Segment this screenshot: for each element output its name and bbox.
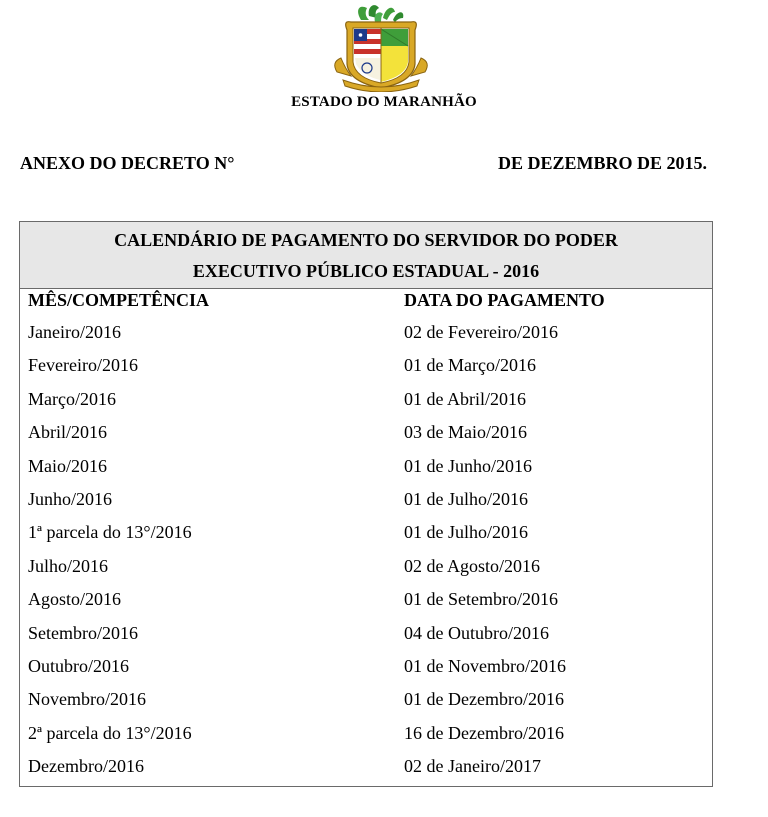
month-cell: Julho/2016 <box>28 555 109 576</box>
table-title-line-1: CALENDÁRIO DE PAGAMENTO DO SERVIDOR DO PODER <box>114 230 618 250</box>
payment-date-cell: 01 de Abril/2016 <box>404 388 526 409</box>
table-row <box>20 651 712 684</box>
month-cell: Dezembro/2016 <box>28 756 144 777</box>
month-cell: Abril/2016 <box>28 422 107 443</box>
coat-of-arms-icon <box>325 2 437 92</box>
table-row <box>20 451 712 484</box>
payment-date-cell: 01 de Novembro/2016 <box>404 655 566 676</box>
table-row <box>20 350 712 383</box>
payment-date-cell: 01 de Dezembro/2016 <box>404 689 564 710</box>
table-row <box>20 317 712 350</box>
table-row <box>20 684 712 717</box>
table-row <box>20 718 712 751</box>
decree-date: DE DEZEMBRO DE 2015. <box>498 153 708 173</box>
payment-date-cell: 16 de Dezembro/2016 <box>404 722 564 743</box>
table-row <box>20 751 712 784</box>
table-title-line-2: EXECUTIVO PÚBLICO ESTADUAL - 2016 <box>192 261 540 281</box>
column-header-payment-date: DATA DO PAGAMENTO <box>404 290 605 310</box>
payment-calendar-table <box>19 221 713 787</box>
month-cell: 2ª parcela do 13°/2016 <box>28 722 192 743</box>
month-cell: Outubro/2016 <box>28 655 129 676</box>
payment-date-cell: 01 de Julho/2016 <box>404 522 528 543</box>
payment-date-cell: 01 de Março/2016 <box>404 355 536 376</box>
payment-date-cell: 02 de Janeiro/2017 <box>404 756 541 777</box>
month-cell: 1ª parcela do 13°/2016 <box>28 522 192 543</box>
payment-date-cell: 01 de Julho/2016 <box>404 488 528 509</box>
table-row <box>20 517 712 550</box>
state-name: ESTADO DO MARANHÃO <box>291 94 477 110</box>
month-cell: Junho/2016 <box>28 488 113 509</box>
payment-date-cell: 02 de Fevereiro/2016 <box>404 322 558 342</box>
payment-date-cell: 02 de Agosto/2016 <box>404 555 541 576</box>
table-row <box>20 384 712 417</box>
table-row <box>20 584 712 617</box>
month-cell: Fevereiro/2016 <box>28 355 138 376</box>
decree-label: ANEXO DO DECRETO N° <box>20 153 235 173</box>
month-cell: Janeiro/2016 <box>28 322 121 342</box>
month-cell: Setembro/2016 <box>28 622 138 643</box>
table-row <box>20 618 712 651</box>
month-cell: Março/2016 <box>28 388 116 409</box>
month-cell: Novembro/2016 <box>28 689 146 710</box>
payment-date-cell: 01 de Setembro/2016 <box>404 589 558 610</box>
payment-date-cell: 04 de Outubro/2016 <box>404 622 549 643</box>
month-cell: Maio/2016 <box>28 455 107 476</box>
column-header-month: MÊS/COMPETÊNCIA <box>28 290 210 310</box>
month-cell: Agosto/2016 <box>28 589 122 610</box>
table-row <box>20 417 712 450</box>
table-row <box>20 551 712 584</box>
table-row <box>20 484 712 517</box>
column-header-row <box>20 289 712 317</box>
payment-date-cell: 03 de Maio/2016 <box>404 422 527 443</box>
table-title <box>20 222 712 289</box>
payment-date-cell: 01 de Junho/2016 <box>404 455 532 476</box>
